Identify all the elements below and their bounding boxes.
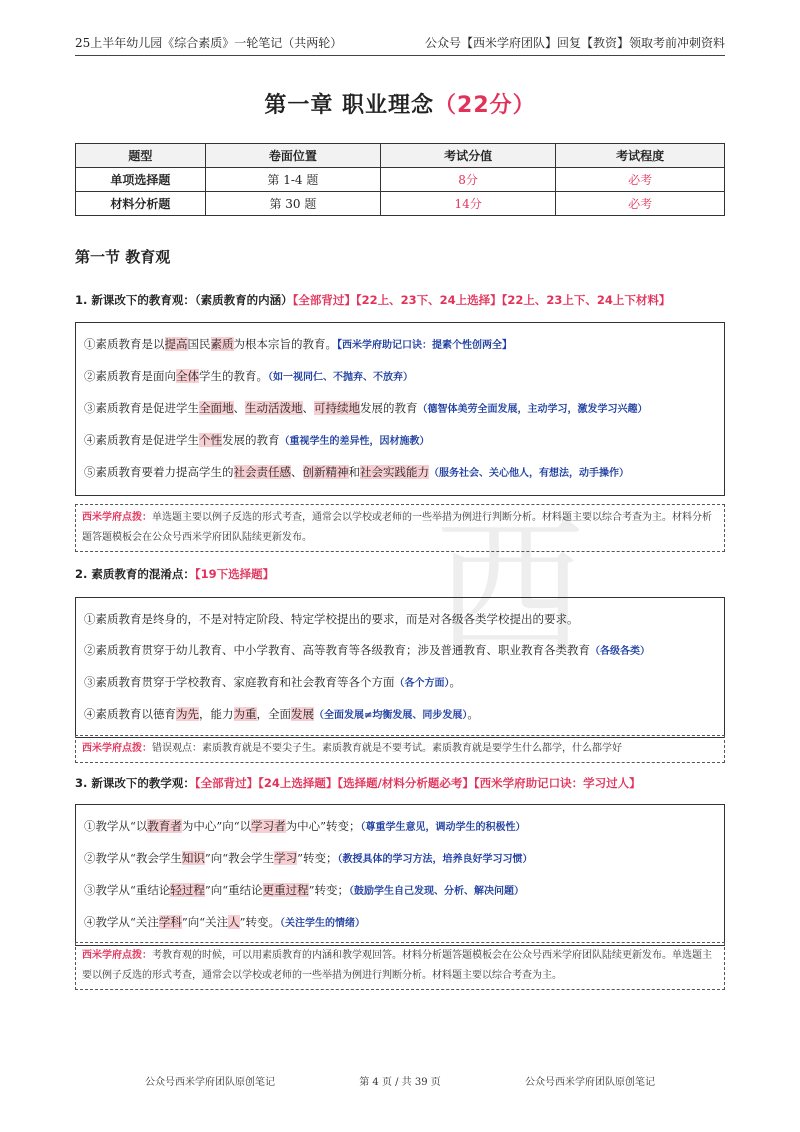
heading-s1-text: 1. 新课改下的教育观：（素质教育的内涵） (75, 293, 293, 307)
chapter-title (0, 88, 800, 119)
list-item: ④素质教育是促进学生个性发展的教育（重视学生的差异性，因材施教） (84, 433, 430, 447)
heading-s1 (75, 292, 670, 308)
cell: 14分 (381, 192, 556, 216)
cell: 单项选择题 (76, 168, 206, 192)
page-header (75, 32, 725, 56)
cell: 第 30 题 (205, 192, 380, 216)
col-header: 题型 (76, 144, 206, 168)
list-item: ④教学从“关注学科”向“关注人”转变。（关注学生的情绪） (84, 915, 366, 929)
heading-s2-tags: 【19下选择题】 (194, 567, 275, 581)
table-header-row (76, 144, 725, 168)
box-s3 (75, 804, 725, 946)
col-header: 卷面位置 (205, 144, 380, 168)
watermark: 西 (434, 503, 585, 677)
tip-s3: 西米学府点拨：考教育观的时候，可以用素质教育的内涵和教学观回答。材料分析题答题模板会在公众号西米学府团队陆续更新发布。单选题主要以例子反选的形式考查，通常会以学校或老师的一些举措为例进行判断分析。材料题主要以综合考查为主。 (75, 942, 725, 990)
tip-s2: 西米学府点拨：错误观点：素质教育就是不要尖子生。素质教育就是不要考试。素质教育就是要学生什么都学，什么都学好 (75, 735, 725, 763)
header-right: 公众号【西米学府团队】回复【教资】领取考前冲刺资料 (424, 36, 725, 50)
page-number: 第 4 页 / 共 39 页 (359, 1077, 441, 1088)
col-header: 考试程度 (556, 144, 725, 168)
tip-s1: 西米学府点拨：单选题主要以例子反选的形式考查，通常会以学校或老师的一些举措为例进行判断分析。材料题主要以综合考查为主。材料分析题答题模板会在公众号西米学府团队陆续更新发布。 (75, 504, 725, 552)
list-item: ①素质教育是以提高国民素质为根本宗旨的教育。【西米学府助记口诀：提素个性创两全】 (84, 337, 512, 351)
list-item: ⑤素质教育要着力提高学生的社会责任感、创新精神和社会实践能力（服务社会、关心他人，有想法，动手操作） (84, 465, 629, 479)
cell: 必考 (556, 192, 725, 216)
heading-s3 (75, 775, 641, 791)
list-item: ①素质教育是终身的，不是对特定阶段、特定学校提出的要求，而是对各级各类学校提出的要求。 (84, 612, 579, 626)
list-item: ③教学从“重结论轻过程”向“重结论更重过程”转变；（鼓励学生自己发现、分析、解决问题） (84, 883, 525, 897)
col-header: 考试分值 (381, 144, 556, 168)
heading-s3-tags: 【全部背过】【24上选择题】【选择题/材料分析题必考】【西米学府助记口诀：学习过人】 (194, 776, 641, 790)
heading-s1-tags: 【全部背过】【22上、23下、24上选择】【22上、23上下、24上下材料】 (292, 293, 671, 307)
exam-info-table (75, 143, 725, 216)
cell: 必考 (556, 168, 725, 192)
list-item: ③素质教育是促进学生全面地、生动活泼地、可持续地发展的教育（德智体美劳全面发展，主动学习，激发学习兴趣） (84, 401, 648, 415)
list-item: ①教学从“以教育者为中心”向“以学习者为中心”转变；（尊重学生意见，调动学生的积极性） (84, 819, 526, 833)
box-s2 (75, 597, 725, 738)
footer-right: 公众号西米学府团队原创笔记 (525, 1077, 655, 1088)
heading-s2-text: 2. 素质教育的混淆点： (75, 567, 195, 581)
table-row (76, 168, 725, 192)
list-item: ④素质教育以德育为先，能力为重，全面发展（全面发展≠均衡发展、同步发展）。 (84, 707, 479, 721)
list-item: ②素质教育是面向全体学生的教育。（如一视同仁、不抛弃、不放弃） (84, 369, 413, 383)
section-title: 第一节 教育观 (75, 248, 171, 266)
footer-left: 公众号西米学府团队原创笔记 (145, 1077, 275, 1088)
chapter-title-main: 第一章 职业理念 (264, 93, 435, 118)
cell: 8分 (381, 168, 556, 192)
cell: 材料分析题 (76, 192, 206, 216)
list-item: ②素质教育贯穿于幼儿教育、中小学教育、高等教育等各级教育；涉及普通教育、职业教育各类教育（各级各类） (84, 643, 650, 657)
table-row (76, 192, 725, 216)
list-item: ③素质教育贯穿于学校教育、家庭教育和社会教育等各个方面（各个方面）。 (84, 675, 461, 689)
heading-s2 (75, 566, 274, 582)
header-left: 25上半年幼儿园《综合素质》一轮笔记（共两轮） (75, 36, 343, 50)
chapter-points: （22分） (434, 93, 536, 118)
list-item: ②教学从“教会学生知识”向“教会学生学习”转变；（教授具体的学习方法，培养良好学习习惯） (84, 851, 533, 865)
box-s1 (75, 322, 725, 496)
cell: 第 1-4 题 (205, 168, 380, 192)
heading-s3-text: 3. 新课改下的教学观： (75, 776, 195, 790)
